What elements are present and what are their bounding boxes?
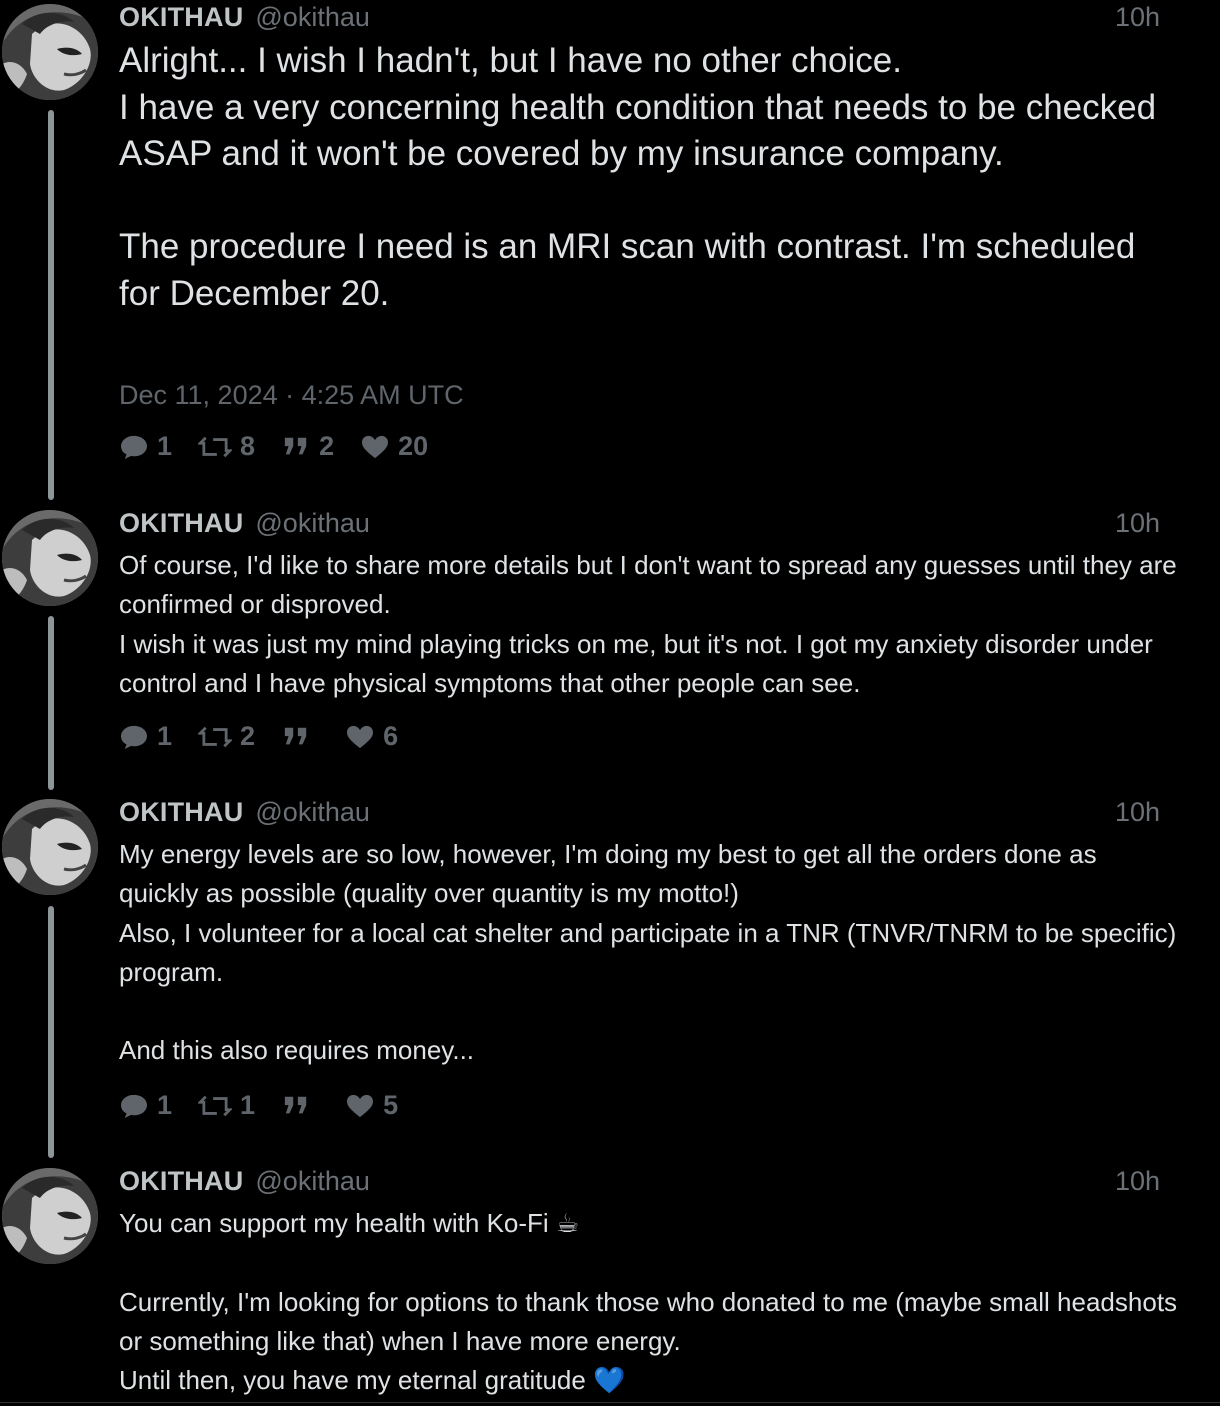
like-stat[interactable] (345, 721, 398, 752)
retweet-stat[interactable] (198, 721, 255, 752)
quote-stat[interactable] (281, 431, 334, 462)
like-stat[interactable] (360, 431, 428, 462)
author-name[interactable]: OKITHAU (119, 507, 244, 538)
author-handle[interactable]: @okithau (255, 507, 370, 538)
tweet-time[interactable]: 10h (1114, 1, 1160, 32)
reply-stat[interactable] (119, 721, 172, 752)
quote-icon (281, 434, 311, 460)
tweet-stats (119, 721, 398, 752)
tweet[interactable] (0, 0, 1220, 500)
reply-stat[interactable] (119, 431, 172, 462)
author-handle[interactable]: @okithau (255, 796, 370, 827)
quote-icon (281, 724, 311, 750)
tweet[interactable] (0, 795, 1220, 1160)
comment-icon (119, 724, 149, 750)
retweet-count: 8 (240, 431, 256, 461)
retweet-icon (198, 1093, 232, 1119)
retweet-stat[interactable] (198, 1090, 255, 1121)
tweet-time[interactable]: 10h (1114, 796, 1160, 827)
quote-count: 2 (319, 431, 335, 461)
tweet-stats (119, 1090, 398, 1121)
like-count: 6 (383, 721, 399, 751)
tweet[interactable] (0, 506, 1220, 796)
tweet-time[interactable]: 10h (1114, 507, 1160, 538)
avatar[interactable] (2, 799, 98, 895)
like-count: 20 (398, 431, 429, 461)
author-name[interactable]: OKITHAU (119, 1, 244, 32)
retweet-stat[interactable] (198, 431, 255, 462)
quote-stat[interactable] (281, 1093, 319, 1119)
quote-icon (281, 1093, 311, 1119)
tweet[interactable] (0, 1164, 1220, 1402)
author-handle[interactable]: @okithau (255, 1, 370, 32)
author-name[interactable]: OKITHAU (119, 796, 244, 827)
retweet-icon (198, 434, 232, 460)
heart-icon (345, 1093, 375, 1119)
divider (0, 1402, 1220, 1403)
avatar[interactable] (2, 4, 98, 100)
reply-count: 1 (157, 721, 173, 751)
avatar[interactable] (2, 510, 98, 606)
author-name[interactable]: OKITHAU (119, 1165, 244, 1196)
reply-count: 1 (157, 431, 173, 461)
heart-icon (360, 434, 390, 460)
tweet-text: Alright... I wish I hadn't, but I have no other choice. I have a very concerning health condition that needs to be checked ASAP and it won't be covered by my insurance company. The procedure I need is an MRI scan with contrast. I'm scheduled for December 20. (119, 41, 1157, 313)
like-stat[interactable] (345, 1090, 398, 1121)
heart-icon (345, 724, 375, 750)
quote-stat[interactable] (281, 724, 319, 750)
retweet-count: 2 (240, 721, 256, 751)
retweet-icon (198, 724, 232, 750)
like-count: 5 (383, 1090, 399, 1120)
reply-stat[interactable] (119, 1090, 172, 1121)
reply-count: 1 (157, 1090, 173, 1120)
tweet-time[interactable]: 10h (1114, 1165, 1160, 1196)
avatar[interactable] (2, 1168, 98, 1264)
author-handle[interactable]: @okithau (255, 1165, 370, 1196)
retweet-count: 1 (240, 1090, 256, 1120)
comment-icon (119, 434, 149, 460)
tweet-text: You can support my health with Ko-Fi ☕ Currently, I'm looking for options to thank those who donated to me (maybe small headshots or something like that) when I have more energy. Until then, you have my eternal gratitude 💙 (119, 1208, 1178, 1396)
tweet-date[interactable]: Dec 11, 2024 · 4:25 AM UTC (119, 380, 464, 410)
tweet-stats (119, 431, 428, 462)
tweet-text: Of course, I'd like to share more details but I don't want to spread any guesses until they are confirmed or disproved. I wish it was just my mind playing tricks on me, but it's not. I got my anxiety disorder under control and I have physical symptoms that other people can see. (119, 550, 1177, 698)
comment-icon (119, 1093, 149, 1119)
tweet-text: My energy levels are so low, however, I'm doing my best to get all the orders done as quickly as possible (quality over quantity is my motto!) Also, I volunteer for a local cat shelter and participate in a TNR (TNVR/TNRM to be specific) program. And this also requires money... (119, 839, 1177, 1066)
